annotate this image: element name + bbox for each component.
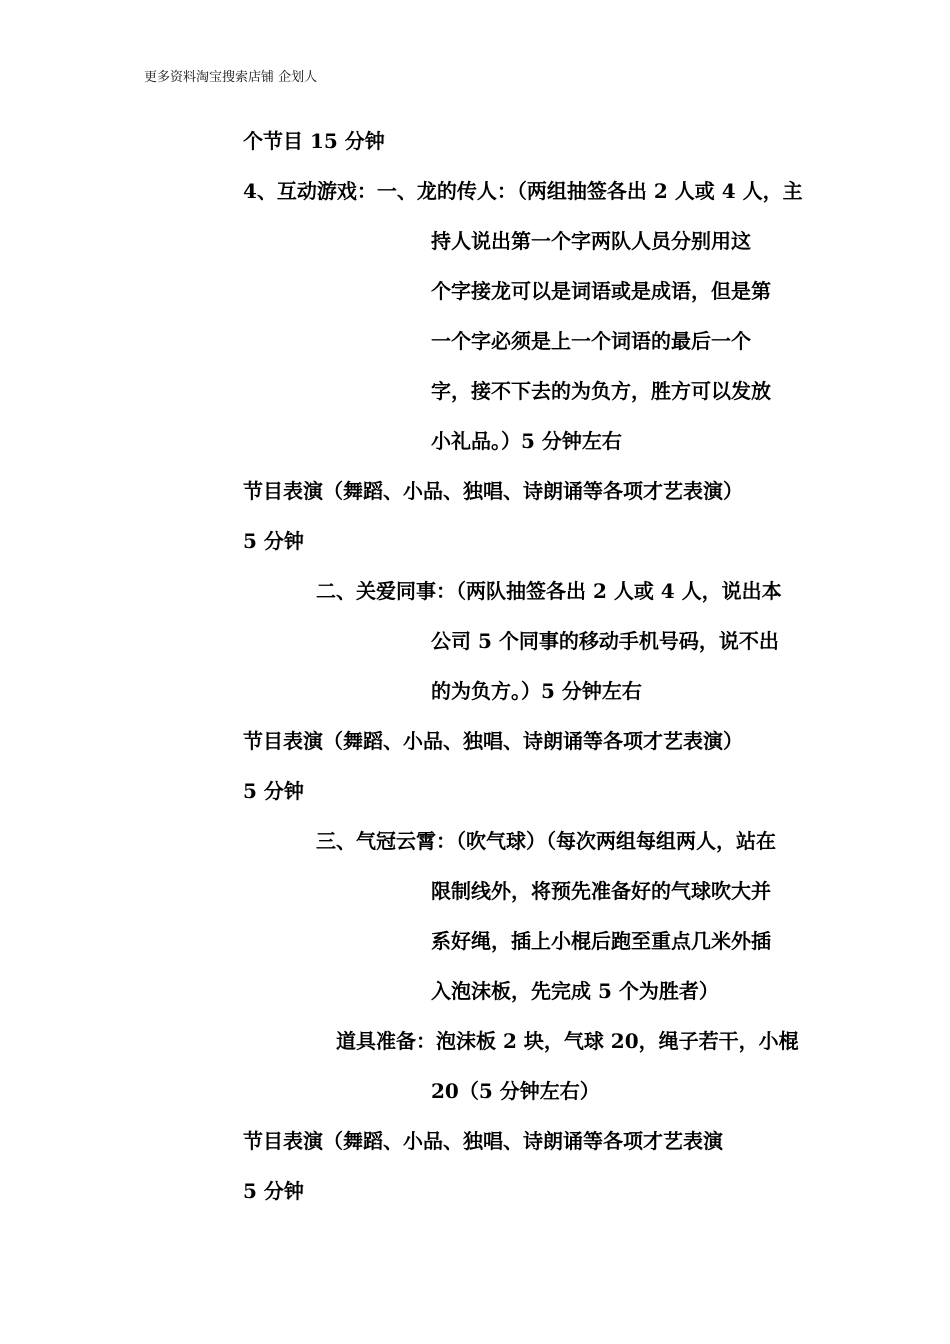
body-line-3: 持人说出第一个字两队人员分别用这 — [431, 229, 751, 253]
body-line-16: 限制线外，将预先准备好的气球吹大并 — [431, 879, 771, 903]
body-line-1: 个节目 15 分钟 — [243, 129, 385, 153]
body-line-6: 字，接不下去的为负方，胜方可以发放 — [431, 379, 771, 403]
body-line-7: 小礼品。）5 分钟左右 — [431, 429, 622, 453]
body-line-14: 5 分钟 — [243, 779, 304, 803]
body-line-2: 4、互动游戏：一、龙的传人：（两组抽签各出 2 人或 4 人，主 — [243, 179, 803, 203]
body-line-19: 道具准备：泡沫板 2 块，气球 20，绳子若干，小棍 — [336, 1029, 799, 1053]
body-line-11: 公司 5 个同事的移动手机号码，说不出 — [431, 629, 779, 653]
body-line-4: 个字接龙可以是词语或是成语，但是第 — [431, 279, 771, 303]
body-line-21: 节目表演（舞蹈、小品、独唱、诗朗诵等各项才艺表演 — [243, 1129, 723, 1153]
body-line-8: 节目表演（舞蹈、小品、独唱、诗朗诵等各项才艺表演） — [243, 479, 743, 503]
body-line-5: 一个字必须是上一个词语的最后一个 — [431, 329, 751, 353]
body-line-18: 入泡沫板，先完成 5 个为胜者） — [431, 979, 719, 1003]
body-line-9: 5 分钟 — [243, 529, 304, 553]
body-line-10: 二、关爱同事：（两队抽签各出 2 人或 4 人，说出本 — [316, 579, 782, 603]
body-line-17: 系好绳，插上小棍后跑至重点几米外插 — [431, 929, 771, 953]
body-line-22: 5 分钟 — [243, 1179, 304, 1203]
body-line-13: 节目表演（舞蹈、小品、独唱、诗朗诵等各项才艺表演） — [243, 729, 743, 753]
body-line-15: 三、气冠云霄：（吹气球）（每次两组每组两人，站在 — [316, 829, 776, 853]
body-line-20: 20（5 分钟左右） — [431, 1079, 600, 1103]
page-header: 更多资料淘宝搜索店铺 企划人 — [144, 70, 318, 85]
body-line-12: 的为负方。）5 分钟左右 — [431, 679, 642, 703]
